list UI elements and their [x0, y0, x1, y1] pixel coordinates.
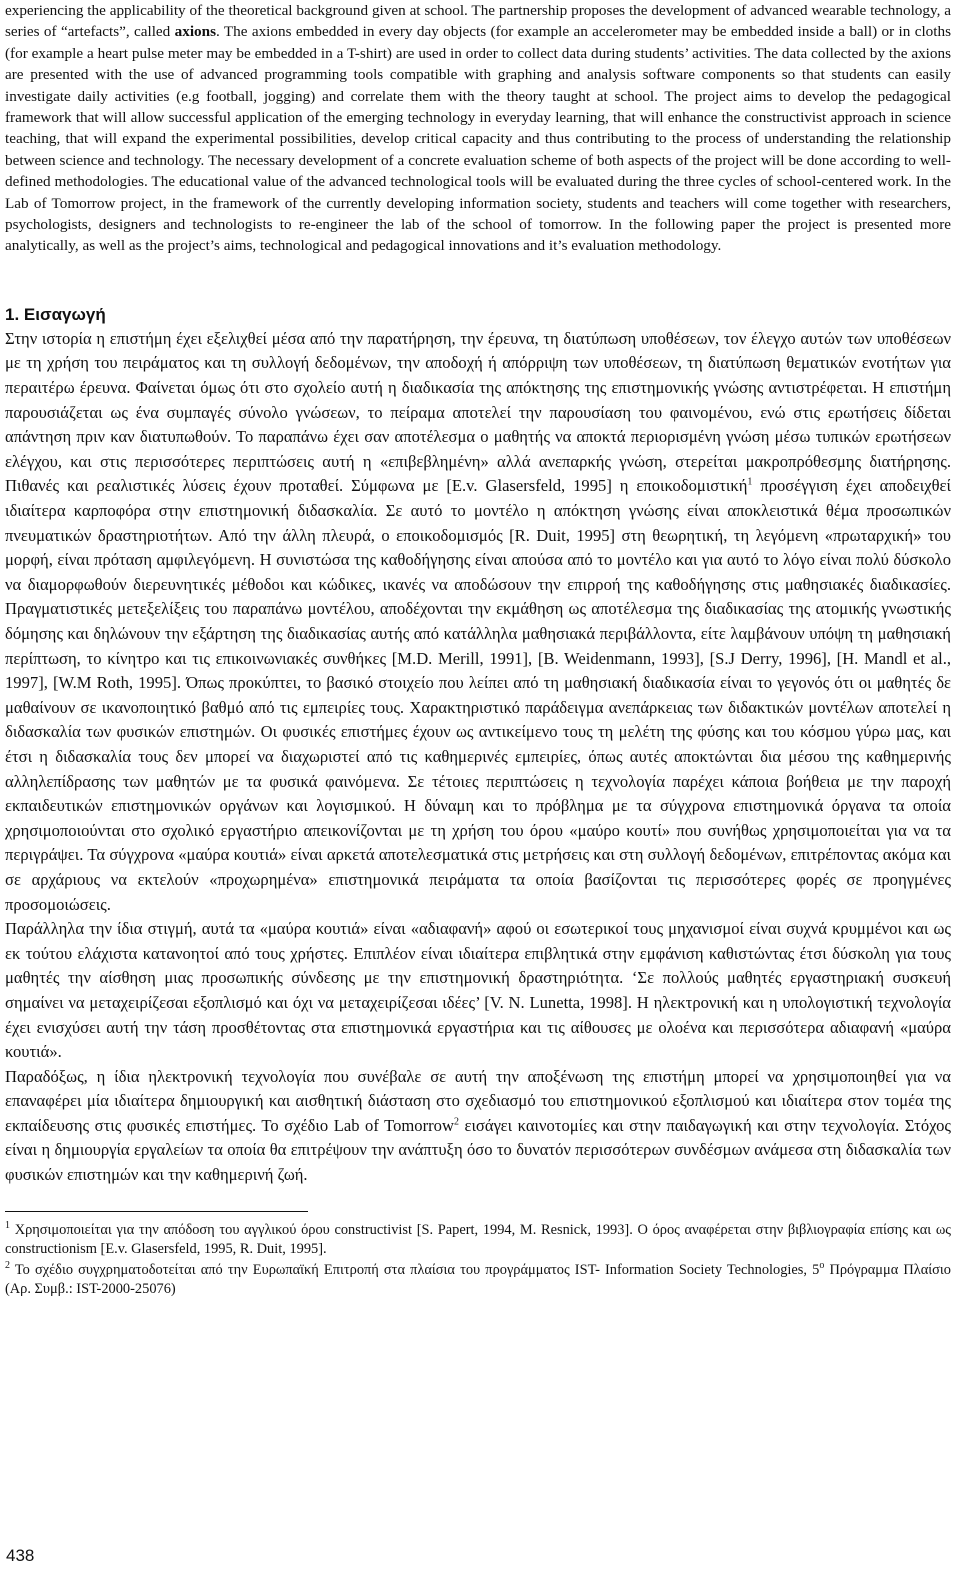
english-abstract-paragraph [5, 0, 951, 257]
footnote-2-marker: 2 [5, 1259, 10, 1271]
intro-paragraph-2: Παράλληλα την ίδια στιγμή, αυτά τα «μαύρα κουτιά» είναι «αδιαφανή» αφού οι εσωτερικοί τους μηχανισμοί είναι συχνά κρυμμένοι και ως εκ τούτου ελάχιστα κατανοητοί από τους χρήστες. Επιπλέον είναι ιδιαίτερα επιβλητικά στην εμφάνιση καθιστώντας έτσι δύσκολη για τους μαθητές την αίσθηση μιας προσωπικής σύνδεσης με την επιστημονική δραστηριότητα. ‘Σε πολλούς μαθητές εργαστηριακή συσκευή σημαίνει να μεταχειρίζεσαι εξοπλισμό και όχι να μεταχειρίζεσαι ιδέες’ [V. N. Lunetta, 1998]. Η ηλεκτρονική και η υπολογιστική τεχνολογία έχει ενισχύσει αυτή την τάση προσθέτοντας στα επιστημονικά εργαστήρια και τις αίθουσες με ολοένα και περισσότερα αδιαφανή «μαύρα κουτιά». [5, 919, 951, 1062]
abstract-text-start: experiencing the applicability of the theoretical background given at school. The partnership proposes the development of advanced wearable technology, a series of “artefacts”, called [5, 2, 951, 41]
footnote-2-text-start: Το σχέδιο συγχρηματοδοτείται από την Ευρωπαϊκή Επιτροπή στα πλαίσια του προγράμματος IST- Information Society Technologies, 5 [10, 1261, 820, 1278]
footnote-1 [5, 1221, 951, 1259]
footnote-ref-2: 2 [453, 1116, 459, 1128]
intro-paragraph-1 [5, 327, 951, 917]
footnote-divider [5, 1211, 308, 1212]
footnote-2-ordinal: ο [819, 1259, 825, 1271]
paragraph-1-text-start: Στην ιστορία η επιστήμη έχει εξελιχθεί μέσα από την παρατήρηση, την έρευνα, τη διατύπωση υποθέσεων, τον έλεγχο αυτών των υποθέσεων με τη χρήση του πειράματος και τη συλλογή δεδομένων, την αποδοχή ή απόρριψη των υποθέσεων, τη διατύπωση θεματικών ενοτήτων για περαιτέρω έρευνα. Φαίνεται όμως ότι στο σχολείο αυτή η διαδικασία της απόκτησης της επιστημονικής γνώσης αντιστρέφεται. Η επιστήμη παρουσιάζεται ως ένα συμπαγές σύνολο γνώσεων, το πείραμα αποτελεί την παρουσίαση του φαινομένου, ενώ στις ερωτήσεις δίδεται απάντηση πριν καν διατυπωθούν. Το παραπάνω έχει σαν αποτέλεσμα ο μαθητής να αποκτά περιορισμένη γνώση μέσω τυπικών ερωτήσεων ελέγχου, και στις περισσότερες περιπτώσεις αυτή η «επιβεβλημένη» αλλά ανεπαρκής γνώση, στερείται μακροπρόθεσμης διατήρησης. Πιθανές και ρεαλιστικές λύσεις έχουν προταθεί. Σύμφωνα με [E.v. Glasersfeld, 1995] η εποικοδομιστική [5, 328, 951, 496]
paragraph-3-text-end: εισάγει καινοτομίες και στην παιδαγωγική και στην τεχνολογία. Στόχος είναι η δημιουργία εργαλείων τα οποία θα επιτρέψουν την ανάπτυξη όσο το δυνατόν περισσότερων συνδέσμων ανάμεσα στη διδασκαλία των φυσικών επιστημών και την καθημερινή ζωή. [5, 1115, 951, 1185]
intro-paragraph-3 [5, 1065, 951, 1188]
footnote-1-text: Χρησιμοποιείται για την απόδοση του αγγλικού όρου constructivist [S. Papert, 1994, M. Resnick, 1993]. Ο όρος αναφέρεται στην βιβλιογραφία επίσης και ως constructionism [E.v. Glasersfeld, 1995, R. Duit, 1995]. [5, 1221, 951, 1257]
footnote-2 [5, 1261, 951, 1299]
footnote-1-marker: 1 [5, 1219, 10, 1231]
footnote-ref-1: 1 [747, 476, 753, 488]
section-heading: 1. Εισαγωγή [5, 304, 106, 324]
paragraph-1-text-end: προσέγγιση έχει αποδειχθεί ιδιαίτερα καρποφόρα στην επιστημονική διδασκαλία. Σε αυτό το μοντέλο η απόκτηση γνώσης είναι αποκλειστικά θέμα προσωπικών πνευματικών δραστηριοτήτων. Από την άλλη πλευρά, ο εποικοδομισμός [R. Duit, 1995] στη θεωρητική, τη λεγόμενη «πρωταρχική» του μορφή, είναι πρόταση αμφιλεγόμενη. Η συνιστώσα της καθοδήγησης είναι απούσα από το μοντέλο και για αυτό το λόγο είναι πολύ δύσκολο να διαμορφωθούν διερευνητικές μέθοδοι και κώδικες, ικανές να αποδώσουν την επιρροή της καθοδήγησης στις μαθησιακές διαδικασίες. Πραγματιστικές μετεξελίξεις του παραπάνω μοντέλου, αποδέχονται την εκμάθηση ως αποτέλεσμα της διαδικασίας της ατομικής γνωστικής δόμησης και δηλώνουν την εξάρτηση της διαδικασίας αυτής από κατάλληλα μαθησιακά περιβάλλοντα, είτε λαμβάνουν υπόψη τη μαθησιακή περίπτωση, το κίνητρο και τις επικοινωνιακές συνθήκες [M.D. Merill, 1991], [B. Weidenmann, 1993], [S.J Derry, 1996], [H. Mandl et al., 1997], [W.M Roth, 1995]. Όπως προκύπτει, το βασικό στοιχείο που λείπει από τη μαθησιακή διαδικασία είναι το γεγονός ότι οι μαθητές δε μαθαίνουν σε ικανοποιητικό βαθμό από τις εμπειρίες τους. Χαρακτηριστικό παράδειγμα ανεπάρκειας των διδακτικών μοντέλων αποτελεί η διδασκαλία των φυσικών επιστημών. Οι φυσικές επιστήμες έχουν ως αντικείμενο τους τη μελέτη της φύσης και του κόσμου γύρω μας, και έτσι η διδασκαλία τους δεν μπορεί να διαχωριστεί από τις καθημερινές εμπειρίες, όπως αυτές αποκτώνται δια μέσου της καθημερινής αλληλεπίδρασης των μαθητών με τα φυσικά φαινόμενα. Σε τέτοιες περιπτώσεις η τεχνολογία παρέχει κάποια βοήθεια με την παροχή εκπαιδευτικών επιστημονικών οργάνων και λογισμικού. Η δύναμη και το πρόβλημα με τα σύγχρονα επιστημονικά όργανα τα οποία χρησιμοποιούνται στο σχολικό εργαστήριο απεικονίζονται με τη χρήση του όρου «μαύρο κουτί» που συνήθως χρησιμοποιείται για να τα περιγράψει. Τα σύγχρονα «μαύρα κουτιά» είναι αρκετά αποτελεσματικά στις μετρήσεις και στη συλλογή δεδομένων, επιτρέποντας ακόμα και σε αρχάριους να εκτελούν «προχωρημένα» επιστημονικά πειράματα τα οποία βασίζονται τις περισσότερες φορές σε προηγμένες προσομοιώσεις. [5, 476, 951, 914]
axions-bold-term: axions [174, 23, 216, 41]
page-number: 438 [6, 1546, 35, 1565]
document-page [5, 0, 951, 1301]
footnote-2-text-end: Πρόγραμμα Πλαίσιο (Αρ. Συμβ.: IST-2000-25076) [5, 1261, 952, 1297]
paragraph-3-text-start: Παραδόξως, η ίδια ηλεκτρονική τεχνολογία που συνέβαλε σε αυτή την αποξένωση της επιστήμη μπορεί να χρησιμοποιηθεί για να επαναφέρει μία ιδιαίτερα δημιουργική και αισθητική διάσταση στο σχεδιασμό του επιστημονικού εξοπλισμού και ιδιαίτερα στον τομέα της εκπαίδευσης στις φυσικές επιστήμες. Το σχέδιο Lab of Tomorrow [5, 1066, 951, 1135]
abstract-text-end: . The axions embedded in every day objects (for example an accelerometer may be embedded inside a ball) or in cloths (for example a heart pulse meter may be embedded in a T-shirt) are used in order to collect data during students’ activities. The data collected by the axions are presented with the use of advanced programming tools compatible with graphing and analysis software components so that students can easily investigate daily activities (e.g football, jogging) and correlate them with the theory taught at school. The project aims to develop the pedagogical framework that will allow successful application of the emerging technology in everyday learning, that will enhance the constructivist approach in science teaching, that will expand the experimental possibilities, develop critical capacity and thus contributing to the process of understanding the relationship between science and technology. The necessary development of a concrete evaluation scheme of both aspects of the project will be done according to well-defined methodologies. The educational value of the advanced technological tools will be evaluated during the three cycles of school-centered work. In the Lab of Tomorrow project, in the framework of the currently developing information society, students and teachers will come together with researchers, psychologists, designers and technologists to re-engineer the lab of the school of tomorrow. In the following paper the project is presented more analytically, as well as the project’s aims, technological and pedagogical innovations and it’s evaluation methodology. [5, 23, 951, 255]
